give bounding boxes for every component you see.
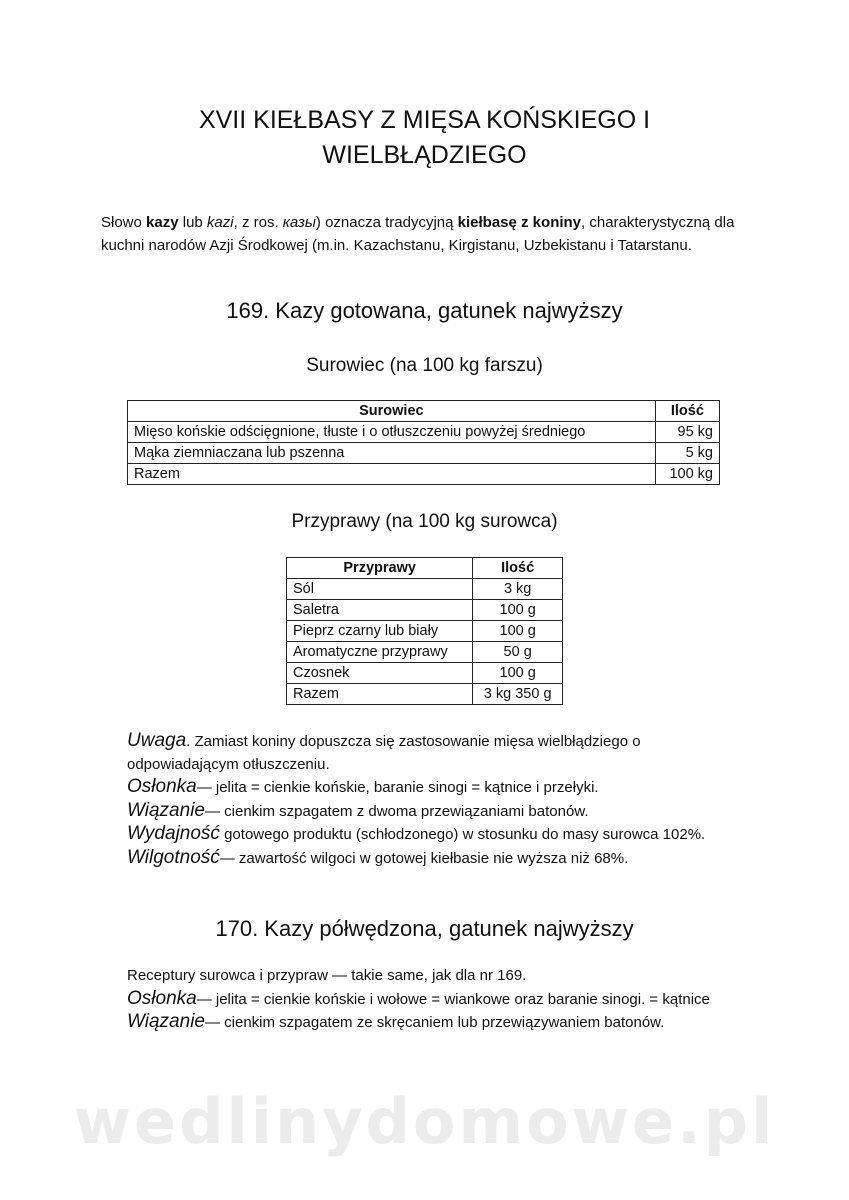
table-cell: Aromatyczne przyprawy bbox=[287, 642, 473, 663]
table-row bbox=[287, 579, 563, 600]
table-cell: 3 kg 350 g bbox=[473, 684, 563, 705]
note-text: — zawartość wilgoci w gotowej kiełbasie nie wyższa niż 68%. bbox=[219, 849, 629, 867]
column-header-surowiec: Surowiec bbox=[128, 401, 656, 422]
table-row bbox=[128, 464, 720, 485]
table-cell: 100 kg bbox=[655, 464, 719, 485]
note-term: Wilgotność bbox=[127, 846, 220, 868]
note-term: Wydajność bbox=[127, 823, 220, 844]
raw-material-heading: Surowiec (na 100 kg farszu) bbox=[306, 355, 543, 376]
table-cell: Pieprz czarny lub biały bbox=[287, 621, 473, 642]
table-cell: 100 g bbox=[473, 600, 563, 621]
raw-material-table bbox=[127, 400, 720, 485]
intro-text-1: Słowo bbox=[101, 214, 147, 231]
column-header-przyprawy: Przyprawy bbox=[287, 558, 473, 579]
table-cell: Sól bbox=[287, 579, 473, 600]
table-cell: 3 kg bbox=[473, 579, 563, 600]
note-text: — jelita = cienkie końskie, baranie sinogi = kątnice i przełyki. bbox=[196, 779, 599, 796]
note-term: Wiązanie bbox=[127, 1011, 205, 1032]
recipe-169-title: 169. Kazy gotowana, gatunek najwyższy bbox=[226, 298, 623, 323]
spice-heading: Przyprawy (na 100 kg surowca) bbox=[291, 511, 558, 532]
intro-text-3: , z ros. bbox=[233, 214, 283, 231]
intro-text-4: ) oznacza tradycyjną bbox=[315, 214, 458, 231]
spice-table bbox=[286, 557, 563, 705]
note-oslonka bbox=[127, 776, 727, 800]
watermark: wedlinydomowe.pl bbox=[73, 1085, 776, 1158]
recipe-169-notes bbox=[127, 730, 727, 870]
table-row bbox=[287, 600, 563, 621]
table-row bbox=[287, 642, 563, 663]
intro-kazy: kazy bbox=[146, 214, 179, 231]
note-term: Osłonka bbox=[127, 987, 197, 1009]
table-cell: Saletra bbox=[287, 600, 473, 621]
intro-bold-phrase: kiełbasę z koniny bbox=[457, 214, 582, 231]
column-header-ilosc: Ilość bbox=[473, 558, 563, 579]
table-cell: 100 g bbox=[473, 663, 563, 684]
table-header-row bbox=[128, 401, 720, 422]
intro-paragraph bbox=[101, 212, 761, 257]
table-cell: Razem bbox=[287, 684, 473, 705]
note-oslonka-170 bbox=[127, 988, 727, 1012]
table-cell: Razem bbox=[128, 464, 656, 485]
table-row bbox=[287, 663, 563, 684]
note-term: Uwaga bbox=[127, 730, 187, 751]
table-row bbox=[287, 621, 563, 642]
note-receptury: Receptury surowca i przypraw — takie same, jak dla nr 169. bbox=[127, 967, 527, 984]
note-wiazanie bbox=[127, 800, 727, 824]
note-uwaga bbox=[127, 730, 727, 776]
intro-kazi: kazi bbox=[206, 214, 234, 231]
table-cell: 50 g bbox=[473, 642, 563, 663]
table-cell: 95 kg bbox=[655, 422, 719, 443]
table-cell: Czosnek bbox=[287, 663, 473, 684]
table-cell: 100 g bbox=[473, 621, 563, 642]
table-cell: Mięso końskie odścięgnione, tłuste i o otłuszczeniu powyżej średniego bbox=[128, 422, 656, 443]
note-text: . Zamiast koniny dopuszcza się zastosowanie mięsa wielbłądziego o odpowiadającym otłuszczeniu. bbox=[127, 733, 641, 773]
note-text: — cienkim szpagatem z dwoma przewiązaniami batonów. bbox=[204, 802, 589, 820]
note-text: — cienkim szpagatem ze skręcaniem lub przewiązywaniem batonów. bbox=[204, 1014, 665, 1031]
table-header-row bbox=[287, 558, 563, 579]
table-row bbox=[128, 443, 720, 464]
table-cell: 5 kg bbox=[655, 443, 719, 464]
chapter-title bbox=[0, 103, 849, 173]
note-wilgotnosc bbox=[127, 847, 727, 871]
note-wiazanie-170 bbox=[127, 1011, 727, 1035]
chapter-title-line-2: WIELBŁĄDZIEGO bbox=[322, 141, 527, 169]
chapter-title-line-1: XVII KIEŁBASY Z MIĘSA KOŃSKIEGO I bbox=[198, 106, 651, 134]
intro-russian: казы bbox=[282, 214, 316, 231]
column-header-ilosc: Ilość bbox=[655, 401, 719, 422]
note-text: — jelita = cienkie końskie i wołowe = wiankowe oraz baranie sinogi. = kątnice bbox=[196, 990, 710, 1008]
note-term: Wiązanie bbox=[127, 799, 205, 821]
recipe-170-title: 170. Kazy półwędzona, gatunek najwyższy bbox=[215, 916, 634, 941]
intro-text-2: lub bbox=[178, 214, 207, 231]
table-row bbox=[287, 684, 563, 705]
note-wydajnosc bbox=[127, 823, 727, 847]
intro-text-5: , charakterystyczną dla kuchni narodów Azji Środkowej (m.in. Kazachstanu, Kirgistanu, Uzbekistanu i Tatarstanu. bbox=[101, 214, 735, 254]
note-text: gotowego produktu (schłodzonego) w stosunku do masy surowca 102%. bbox=[219, 826, 706, 843]
recipe-170-notes bbox=[127, 965, 727, 1035]
table-row bbox=[128, 422, 720, 443]
note-term: Osłonka bbox=[127, 776, 197, 797]
table-cell: Mąka ziemniaczana lub pszenna bbox=[128, 443, 656, 464]
